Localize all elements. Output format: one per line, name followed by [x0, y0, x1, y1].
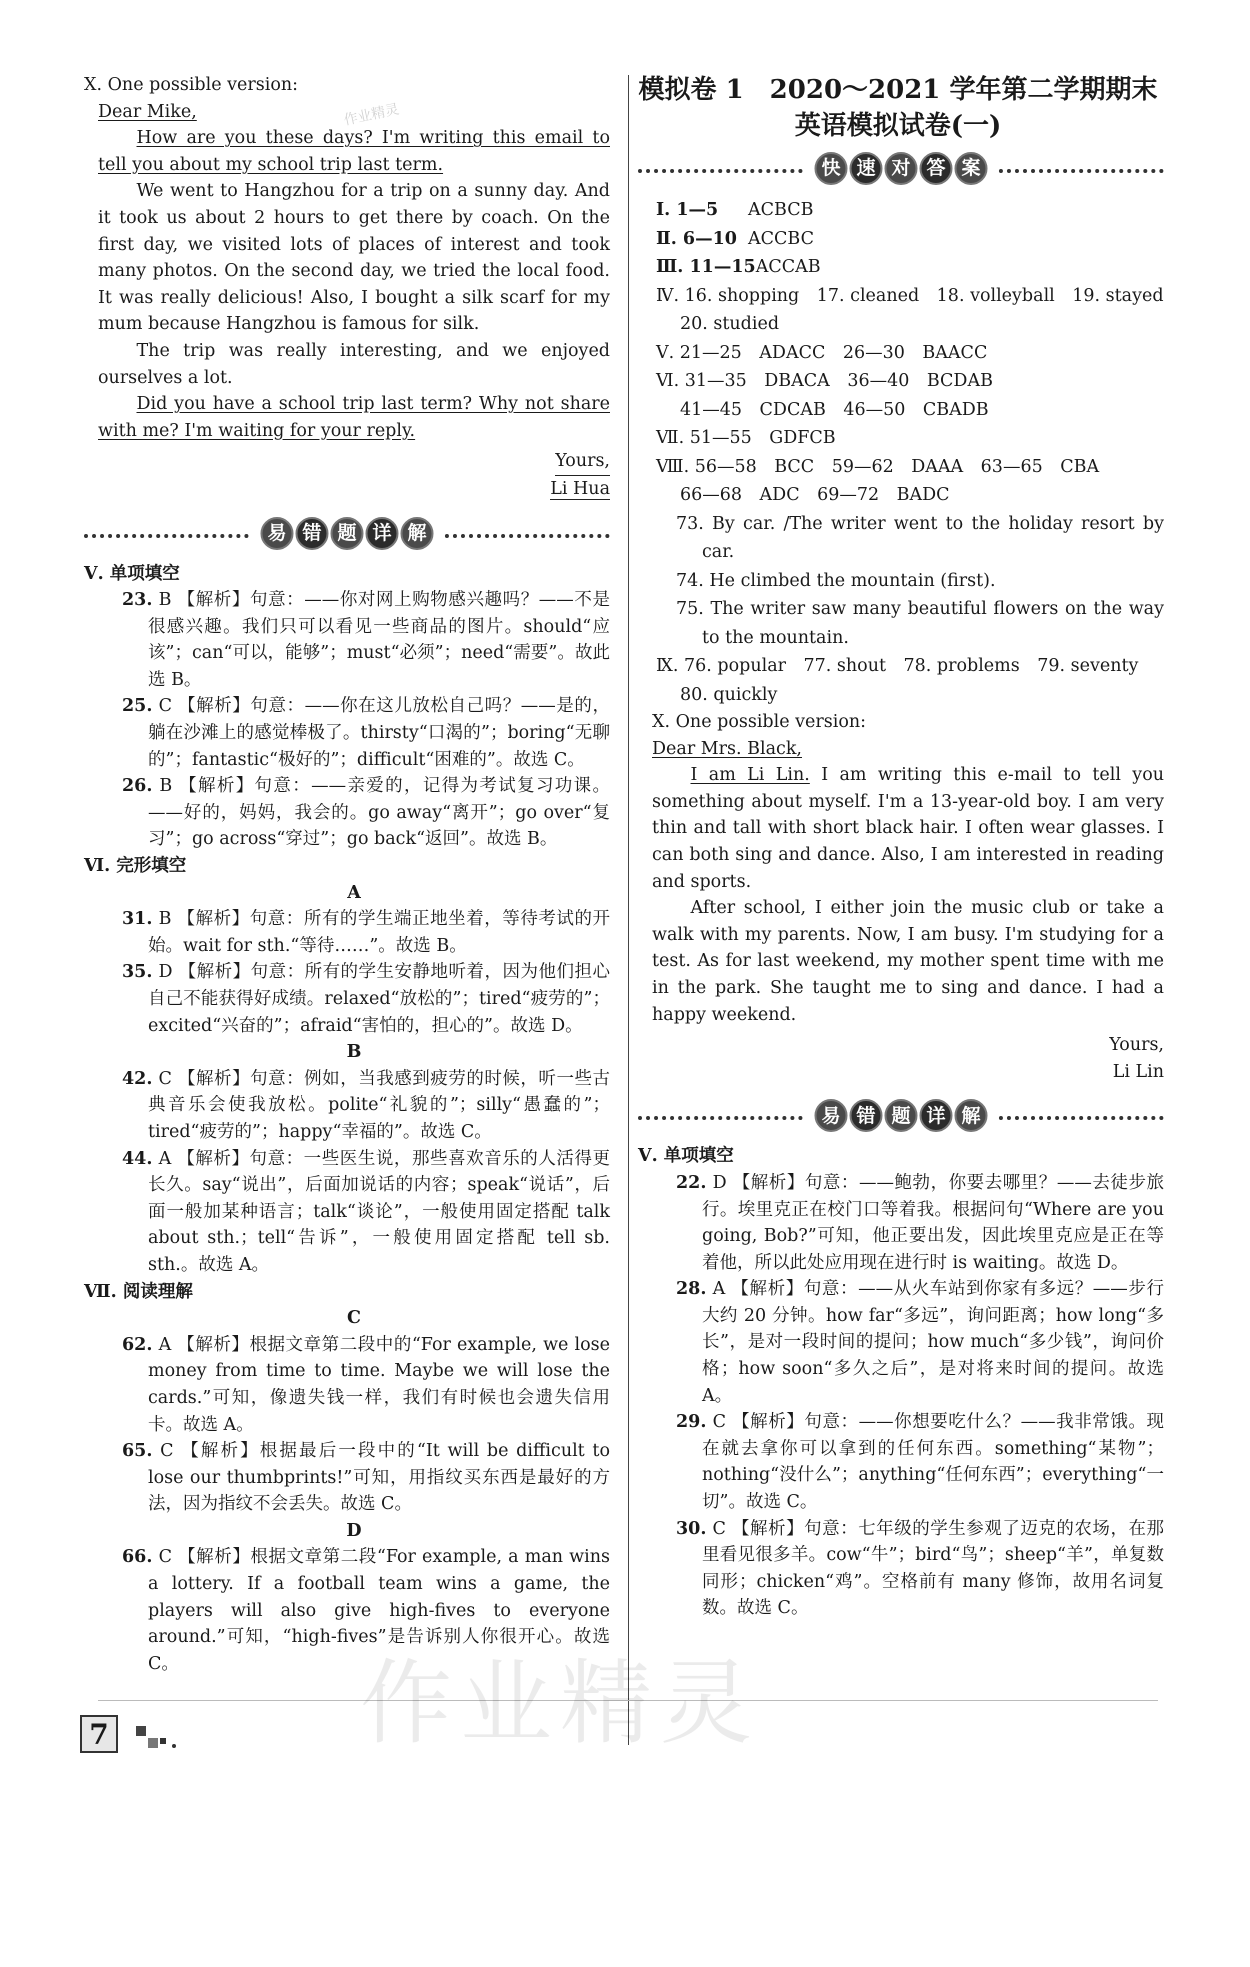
page-decoration-icon	[136, 1722, 196, 1752]
essay-paragraph: I am Li Lin. I am writing this e-mail to tell you something about myself. I'm a 13-year-old boy. I am very thin and tall with short black hair. I often wear glasses. I can both sing and dance. Also, I am interested in reading and sports.	[652, 765, 1164, 892]
watermark: 作业精灵	[360, 1650, 761, 1757]
banner-char: 易	[261, 517, 294, 550]
answer-row: 75. The writer saw many beautiful flowers on the way to the mountain.	[676, 599, 1164, 648]
paper-subtitle: 英语模拟试卷(一)	[794, 111, 1002, 141]
section-heading: Ⅵ. 完形填空	[84, 856, 187, 877]
essay-paragraph: We went to Hangzhou for a trip on a sunny day. And it took us about 2 hours to get there by coach. On the first day, we visited lots of places of interest and took many photos. On the second day, we tried the local food. It was really delicious! Also, I bought a silk scarf for my mum because Hangzhou is famous for silk.	[98, 181, 610, 335]
banner-char: 易	[815, 1099, 848, 1132]
answer-row: Ⅰ. 1—5 ACBCB	[656, 200, 814, 220]
banner-char: 题	[885, 1099, 918, 1132]
error-analysis-banner	[638, 1097, 1164, 1137]
explanation-item: 42. C 【解析】句意：例如，当我感到疲劳的时候，听一些古典音乐会使我放松。polite“礼貌的”；silly“愚蠢的”；tired“疲劳的”；happy“幸福的”。故选 C。	[122, 1068, 610, 1142]
answer-row: 41—45 CDCAB 46—50 CBADB	[680, 399, 989, 420]
essay-label: Ⅹ. One possible version:	[652, 712, 867, 732]
explanation-item: 31. B 【解析】句意：所有的学生端正地坐着，等待考试的开始。wait for sth.“等待……”。故选 B。	[122, 909, 610, 956]
watermark-stamp: 作业精灵	[342, 101, 401, 129]
paper-title: 模拟卷 1 2020～2021 学年第二学期期末	[638, 75, 1158, 105]
banner-char: 错	[850, 1099, 883, 1132]
essay-paragraph: The trip was really interesting, and we enjoyed ourselves a lot.	[98, 340, 610, 388]
essay-paragraph: After school, I either join the music club or take a walk with my parents. Now, I am busy. I'm studying for a test. As for last weekend, my mother spent time with me in the park. She taught me to sing and dance. I had a happy weekend.	[652, 898, 1164, 1025]
section-heading: Ⅴ. 单项填空	[84, 563, 180, 584]
banner-char: 解	[955, 1099, 988, 1132]
answer-row: 66—68 ADC 69—72 BADC	[680, 485, 950, 505]
greeting: Dear Mrs. Black,	[652, 738, 802, 759]
explanation-item: 25. C 【解析】句意：——你在这儿放松自己吗？——是的，躺在沙滩上的感觉棒极了。thirsty“口渴的”；boring“无聊的”；fantastic“极好的”；difficult“困难的”。故选 C。	[122, 696, 610, 770]
answer-row: Ⅶ. 51—55 GDFCB	[656, 428, 836, 448]
subsection-letter: C	[347, 1308, 361, 1329]
section-heading: Ⅶ. 阅读理解	[84, 1281, 193, 1302]
explanation-item: 23. B 【解析】句意：——你对网上购物感兴趣吗？——不是很感兴趣。我们只可以看见一些商品的图片。should“应该”；can“可以，能够”；must“必须”；need“需要”。故此选 B。	[122, 590, 610, 690]
quick-answers-banner	[638, 150, 1164, 190]
essay-paragraph: How are you these days? I'm writing this email to tell you about my school trip last term.	[98, 128, 610, 175]
error-analysis-banner	[84, 515, 610, 555]
banner-char: 解	[401, 517, 434, 550]
subsection-letter: D	[346, 1520, 362, 1541]
banner-char: 案	[955, 152, 988, 185]
explanation-item: 22. D 【解析】句意：——鲍勃，你要去哪里？——去徒步旅行。埃里克正在校门口等着我。根据问句“Where are you going, Bob?”可知，他正要出发，因此埃里克应是正在等着他，所以此处应用现在进行时 is waiting。故选 D。	[676, 1172, 1164, 1273]
banner-char: 详	[920, 1099, 953, 1132]
explanation-item: 44. A 【解析】句意：一些医生说，那些喜欢音乐的人活得更长久。say“说出”，后面加说话的内容；speak“说话”，后面一般加某种语言；talk“谈论”，一般使用固定搭配 talk about sth.；tell“告诉”，一般使用固定搭配 tell sb. sth.。故选 A。	[122, 1148, 610, 1275]
subsection-letter: B	[346, 1042, 362, 1063]
closing: Yours,	[1109, 1035, 1164, 1056]
answer-row: Ⅸ. 76. popular 77. shout 78. problems 79. seventy	[656, 656, 1139, 676]
greeting: Dear Mike,	[98, 101, 197, 122]
right-column	[638, 72, 1164, 1622]
banner-char: 详	[366, 517, 399, 550]
answer-row: Ⅲ. 11—15ACCAB	[656, 257, 821, 277]
answer-row: 73. By car. /The writer went to the holiday resort by car.	[676, 513, 1164, 562]
left-column	[84, 72, 610, 1677]
banner-char: 速	[850, 152, 883, 185]
banner-char: 快	[815, 152, 848, 185]
answer-row: 20. studied	[680, 314, 780, 334]
closing: Yours,	[98, 448, 610, 476]
explanation-item: 28. A 【解析】句意：——从火车站到你家有多远？——步行大约 20 分钟。how far“多远”，询问距离；how long“多长”，是对一段时间的提问；how much“多少钱”，询问价格；how soon“多久之后”，是对将来时间的提问。故选 A。	[676, 1279, 1164, 1406]
section-heading: Ⅴ. 单项填空	[638, 1146, 734, 1167]
explanation-item: 65. C 【解析】根据最后一段中的“It will be difficult to lose our thumbprints!”可知，用指纹买东西是最好的方法，因为指纹不会丢失。故选 C。	[122, 1441, 610, 1515]
explanation-item: 62. A 【解析】根据文章第二段中的“For example, we lose money from time to time. Maybe we will lose the cards.”可知，像遗失钱一样，我们有时候也会遗失信用卡。故选 A。	[122, 1334, 610, 1435]
signature: Li Lin	[1112, 1061, 1164, 1082]
explanation-item: 29. C 【解析】句意：——你想要吃什么？——我非常饿。现在就去拿你可以拿到的任何东西。something“某物”；nothing“没什么”；anything“任何东西”；everything“一切”。故选 C。	[676, 1412, 1164, 1513]
banner-char: 对	[885, 152, 918, 185]
answer-row: Ⅱ. 6—10 ACCBC	[656, 228, 814, 249]
banner-char: 错	[296, 517, 329, 550]
banner-char: 答	[920, 152, 953, 185]
subsection-letter: A	[347, 882, 361, 903]
answer-row: Ⅳ. 16. shopping 17. cleaned 18. volleyball 19. stayed	[656, 285, 1164, 306]
answer-row: 74. He climbed the mountain (first).	[676, 570, 996, 591]
answer-row: Ⅵ. 31—35 DBACA 36—40 BCDAB	[656, 371, 993, 391]
explanation-item: 30. C 【解析】句意：七年级的学生参观了迈克的农场，在那里看见很多羊。cow“牛”；bird“鸟”；sheep“羊”，单复数同形；chicken“鸡”。空格前有 many 修饰，故用名词复数。故选 C。	[676, 1518, 1164, 1619]
banner-char: 题	[331, 517, 364, 550]
essay-paragraph: Did you have a school trip last term? Why not share with me? I'm waiting for your reply.	[98, 394, 610, 441]
signature: Li Hua	[550, 478, 610, 499]
explanation-item: 26. B 【解析】句意：——亲爱的，记得为考试复习功课。——好的，妈妈，我会的。go away“离开”；go over“复习”；go across“穿过”；go back“返回”。故选 B。	[122, 776, 610, 850]
column-divider	[628, 75, 629, 1745]
explanation-item: 66. C 【解析】根据文章第二段“For example, a man wins a lottery. If a football team wins a game, the players will also give high-fives to everyone around.”可知，“high-fives”是告诉别人你很开心。故选 C。	[122, 1547, 610, 1674]
answer-row: Ⅴ. 21—25 ADACC 26—30 BAACC	[656, 342, 988, 363]
answer-row: 80. quickly	[680, 684, 778, 705]
answer-row: Ⅷ. 56—58 BCC 59—62 DAAA 63—65 CBA	[656, 456, 1100, 477]
explanation-item: 35. D 【解析】句意：所有的学生安静地听着，因为他们担心自己不能获得好成绩。relaxed“放松的”；tired“疲劳的”；excited“兴奋的”；afraid“害怕的，担心的”。故选 D。	[122, 962, 610, 1036]
page-number: 7	[80, 1715, 118, 1753]
essay-label: Ⅹ. One possible version:	[84, 75, 299, 95]
